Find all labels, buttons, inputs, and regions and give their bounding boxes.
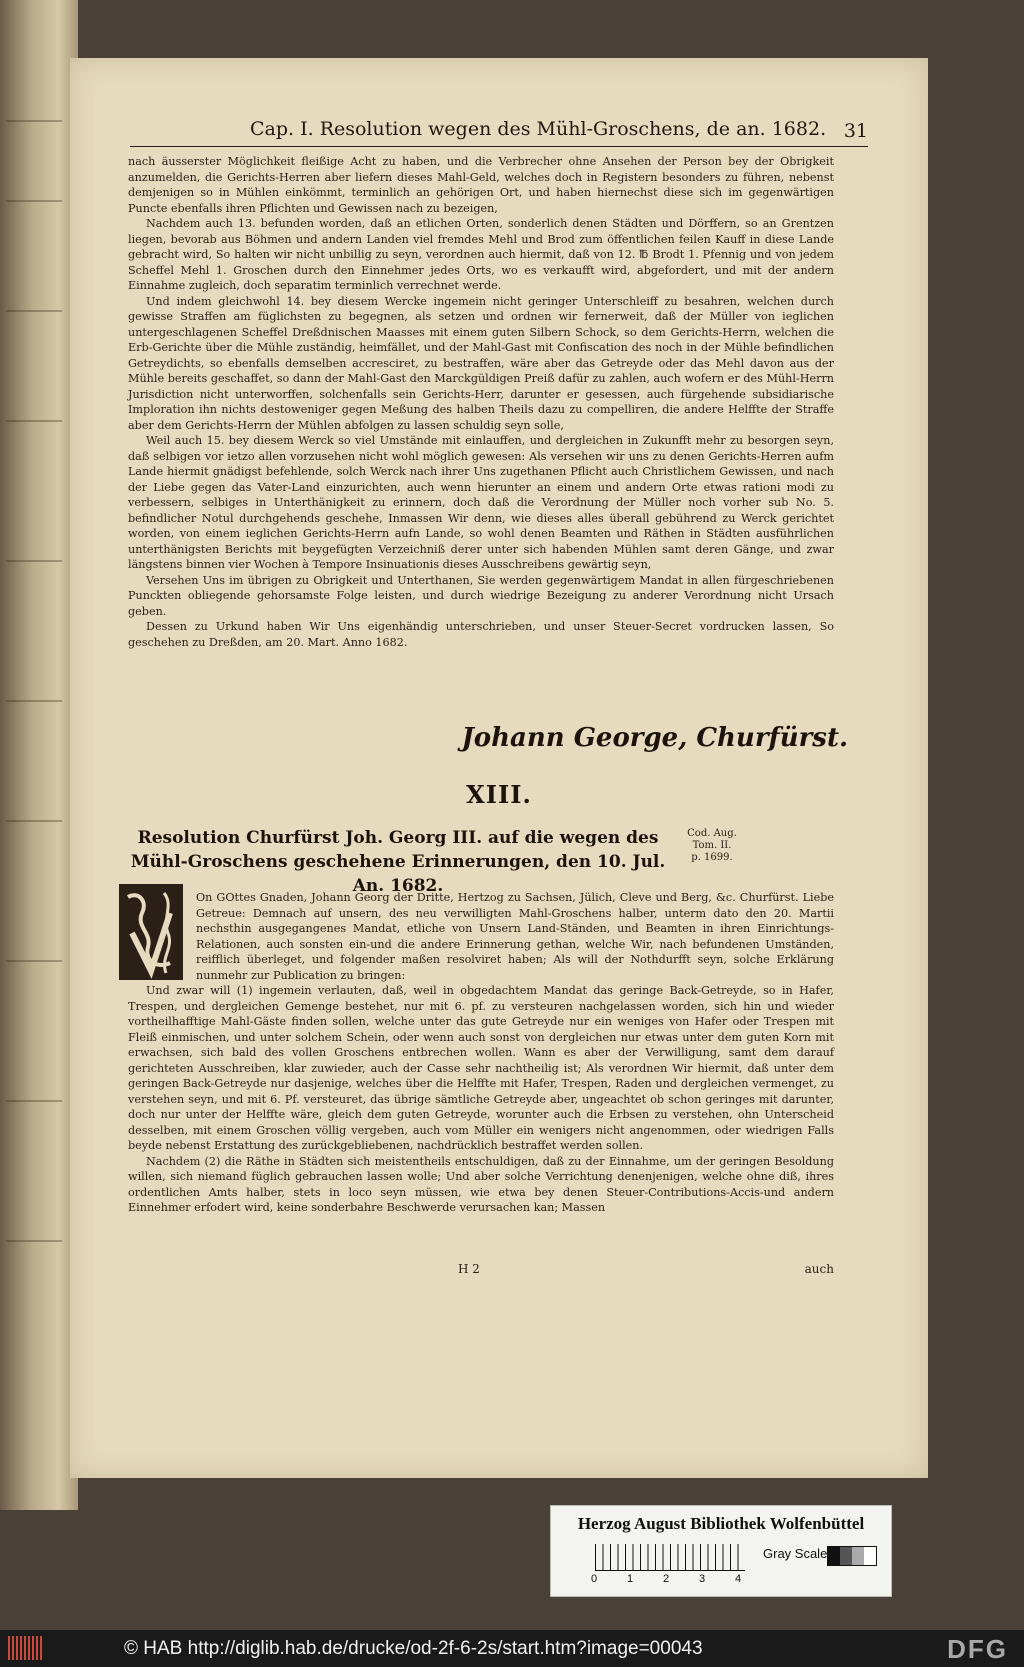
section-number: XIII. <box>466 780 532 809</box>
page-foot <box>128 1262 834 1278</box>
section-heading: Resolution Churfürst Joh. Georg III. auf die wegen des Mühl-Groschens geschehene Erinnerungen, den 10. Jul. An. 1682. <box>130 828 666 896</box>
body-text-lower <box>128 890 834 1216</box>
document-page <box>70 58 928 1478</box>
gray-scale-label: Gray Scale <box>763 1546 828 1561</box>
running-head-title: Cap. I. Resolution wegen des Mühl-Groschens, de an. 1682. <box>250 118 827 140</box>
paragraph: Weil auch 15. bey diesem Werck so viel Umstände mit einlauffen, und dergleichen in Zukunfft mehr zu besorgen seyn, daß selbigen vor ietzo allen vorzusehen nicht wohl möglich gewesen: Als versehen wir uns zu denen Gerichts-Herren aufm Lande hiermit gnädigst befehlende, solch Werck nach ihrer Uns zugethanen Pflicht auch Christlichem Gewissen, und nach der Liebe gegen das Vater-Land einzurichten, auch wenn hierunter an einem und andern Orte etwas rationi modi zu verbessern, selbiges in Unterthänigkeit zu erinnern, doch daß die Verordnung der Müller noch vorher sub No. 5. befindlicher Notul durchgehends geschehe, Inmassen Wir denn, wie dieses alles überall gebührend zu Werck gerichtet worden, von einem ieglichen Gerichts-Herrn aufn Lande, so wohl denen Beamten und Räthen in Städten ausführlichen unterthänigsten Berichts mit beygefügten Verzeichniß derer unter sich habenden Mühlen samt deren Gänge, und zwar längstens binnen vier Wochen à Tempore Insinuationis dieses Ausschreibens gewärtig seyn, <box>128 434 834 571</box>
paragraph: Versehen Uns im übrigen zu Obrigkeit und Unterthanen, Sie werden gegenwärtigem Mandat in allen fürgeschriebenen Punckten obliegende gehorsamste Folge leisten, und durch wiedrige Bezeigung zu anderer Verordnung nicht Ursach geben. <box>128 573 834 618</box>
paragraph: Nachdem (2) die Räthe in Städten sich meistentheils entschuldigen, daß zu der Einnahme, um der geringen Besoldung willen, sich niemand füglich gebrauchen lassen wolle; Und aber solche Verrichtung denenjenigen, welche ohne diß, ihres ordentlichen Amts halber, stets in loco seyn müssen, wie etwa bey denen Steuer-Contributions-Accis-und andern Einnehmer erfodert wird, keine sonderbahre Beschwerde verursachen kan; Massen <box>128 1154 834 1214</box>
scale-number: 0 <box>591 1573 598 1585</box>
paragraph: On GOttes Gnaden, Johann Georg der Dritte, Hertzog zu Sachsen, Jülich, Cleve und Berg, &c. Churfürst. Liebe Getreue: Demnach auf unsern, des neu verwilligten Mahl-Groschens halber, unterm dato den 20. Martii nechsthin ausgegangenes Mandat, etliche von Unsern Land-Ständen, und Beamten in ihren Einrichtungs-Relationen, auch sonsten ein-und die andere Erinnerung gethan, welche Wir, nach befundenen Umständen, reifflich überleget, und folgender maßen resolviret haben; Als will der Nothdurfft seyn, solche Erklärung nunmehr zur Publication zu bringen: <box>196 891 834 982</box>
adjacent-page-edge <box>0 0 78 1510</box>
signature-mark: H 2 <box>458 1262 480 1276</box>
source-credit: © HAB http://diglib.hab.de/drucke/od-2f-6-2s/start.htm?image=00043 <box>124 1638 703 1659</box>
paragraph: Dessen zu Urkund haben Wir Uns eigenhändig unterschrieben, und unser Steuer-Secret vordrucken lassen, So geschehen zu Dreßden, am 20. Mart. Anno 1682. <box>128 620 834 649</box>
signature: Johann George, Churfürst. <box>461 723 848 753</box>
ruler-scale <box>595 1544 745 1571</box>
footer-bar <box>0 1630 1024 1667</box>
citation-line: p. 1699. <box>691 852 733 863</box>
paragraph: Und indem gleichwohl 14. bey diesem Wercke ingemein nicht geringer Unterschleiff zu besahren, welchen durch gewisse Straffen am füglichsten zu begegnen, als setzen und ordnen wir fernerweit, daß der Müller von ieglichen untergeschlagenen Scheffel Dreßdnischen Maasses mit einem guten Silbern Schock, so dem Gerichts-Herrn, welchen die Erb-Gerichte über die Mühle zuständig, heimfället, und der Mahl-Gast mit Confiscation des noch in der Mühle befindlichen Getreydichts, so ebenfalls demselben accresciret, zu bestraffen, wäre aber das Getreyde oder das Mehl davon aus der Mühle bereits geschaffet, so dann der Mahl-Gast den Marckgüldigen Preiß dafür zu zahlen, auch wofern er des Mühl-Herrn Jurisdiction nicht unterworffen, solchenfalls sein Gerichts-Herr, darunter er gesessen, auch fürgehende subsidiarische Imploration ihn nichts destoweniger gegen Meßung des halben Theils dazu zu compelliren, die andere Helffte der Straffe aber dem Gerichts-Herrn der Mühlen abfolgen zu lassen schuldig seyn solle, <box>128 294 834 432</box>
barcode-icon <box>8 1636 42 1660</box>
paragraph: nach äusserster Möglichkeit fleißige Acht zu haben, und die Verbrecher ohne Ansehen der Person bey der Obrigkeit anzumelden, die Gerichts-Herren aber liefern dieses Mahl-Geld, welches doch in Registern besonders zu führen, nebenst demjenigen so in Mühlen einkömmt, terminlich an gehörigen Ort, und haben hiernechst diese sich im gegenwärtigen Puncte ebenfalls ihren Pflichten und Gewissen nach zu bezeigen, <box>128 155 834 215</box>
paragraph: Und zwar will (1) ingemein verlauten, daß, weil in obgedachtem Mandat das geringe Back-Getreyde, so in Hafer, Trespen, und dergleichen Gemenge bestehet, nur mit 6. pf. zu versteuren nachgelassen worden, sich hin und wieder vortheilhafftige Mahl-Gäste finden sollen, welche unter das gute Getreyde nur ein weniges von Hafer oder Trespen mit Fleiß einmischen, und unter solchem Schein, oder wenn auch sonst von dergleichen nur etwas unter dem guten Korn mit erwachsen, sich bald des vollen Groschens entbrechen wollen. Wann es aber der Verwilligung, samt dem darauf gerichteten Ausschreiben, klar zuwieder, auch der Casse sehr nachtheilig ist; Als verordnen Wir hiermit, daß unter dem geringen Back-Getreyde nur dasjenige, welches über die Helffte mit Hafer, Trespen, Raden und dergleichen vermenget, zu verstehen seyn, und mit 6. Pf. versteuret, das übrige sämtliche Getreyde aber, ungeachtet ob schon geringes mit darunter, doch nur unter der Helffte wäre, gleich dem guten Getreyde, worunter auch die Erbsen zu verstehen, ohn Unterscheid desselben, mit einem Groschen völlig vergeben, auch vom Müller ein wenigers nicht angenommen, oder wiedrigen Falls beyde nebenst Erstattung des zurückgebliebenen, nachdrücklich bestraffet werden sollen. <box>128 984 834 1152</box>
scale-number: 2 <box>663 1573 670 1585</box>
body-text-upper <box>128 154 834 650</box>
marginal-citation <box>682 828 742 864</box>
catchword: auch <box>804 1262 834 1276</box>
gray-scale-bar <box>827 1546 877 1566</box>
page-number: 31 <box>843 120 868 142</box>
running-head <box>130 118 868 147</box>
citation-line: Cod. Aug. <box>687 828 737 839</box>
library-name: Herzog August Bibliothek Wolfenbüttel <box>577 1514 865 1533</box>
paragraph: Nachdem auch 13. befunden worden, daß an etlichen Orten, sonderlich denen Städten und Dörffern, so an Grentzen liegen, bevorab aus Böhmen und andern Landen viel fremdes Mehl und Brod zum öffentlichen feilen Kauff in diese Lande gebracht wird, So halten wir nicht unbillig zu seyn, verordnen auch hiermit, daß von 12. ℔ Brodt 1. Pfennig und von jedem Scheffel Mehl 1. Groschen durch den Einnehmer jedes Orts, wo es verkaufft wird, abgefordert, und mit der andern Einnahme zugleich, doch separatim terminlich verrechnet werde. <box>128 217 834 292</box>
color-calibration-card <box>550 1505 892 1597</box>
scale-number: 3 <box>699 1573 706 1585</box>
scale-number: 4 <box>735 1573 742 1585</box>
dfg-logo: DFG <box>947 1634 1008 1664</box>
scale-number: 1 <box>627 1573 634 1585</box>
citation-line: Tom. II. <box>692 840 732 851</box>
